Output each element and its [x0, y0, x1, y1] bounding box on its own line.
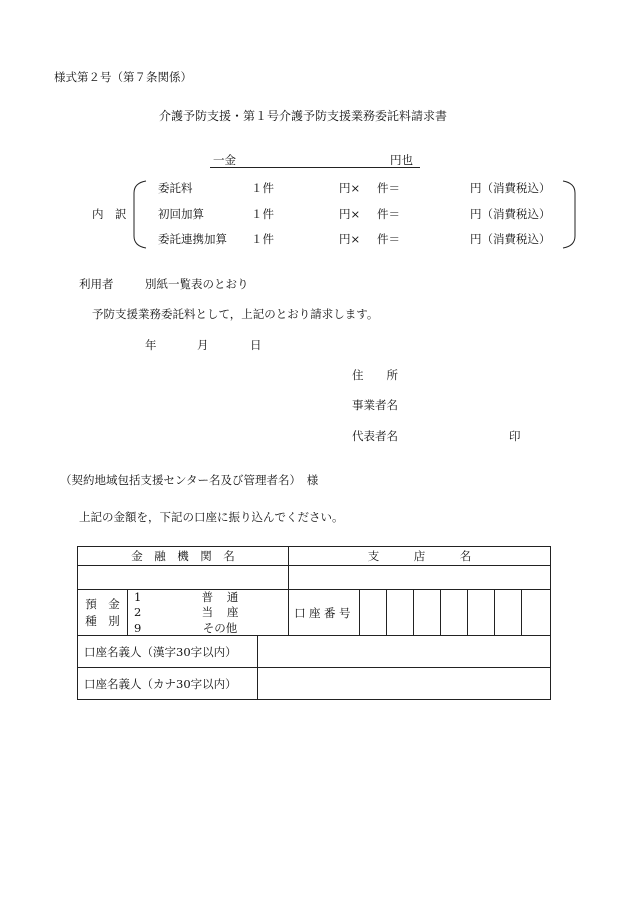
date-month: 月	[197, 338, 209, 352]
breakdown-item-name: 委託料	[158, 181, 193, 195]
deposit-type-text: 当座	[201, 605, 253, 620]
user-label: 利用者	[79, 277, 114, 291]
breakdown-item-count: １件	[251, 181, 274, 195]
breakdown-item-name: 委託連携加算	[158, 232, 227, 246]
breakdown-item-yen: 円×	[339, 181, 361, 195]
breakdown-item-count: １件	[251, 232, 274, 246]
deposit-type-number: 2	[134, 605, 142, 620]
sender-representative-label: 代表者名	[352, 429, 398, 443]
deposit-type-text: 普通	[201, 590, 253, 605]
account-digit-box[interactable]	[441, 590, 468, 636]
deposit-type-options[interactable]	[128, 590, 289, 636]
breakdown-item-ken: 件＝	[377, 207, 400, 221]
sender-address-label: 住 所	[352, 368, 398, 382]
holder-kanji-label: 口座名義人（漢字30字以内）	[78, 636, 258, 668]
date-day: 日	[250, 338, 262, 352]
addressee: （契約地域包括支援センター名及び管理者名） 様	[60, 473, 319, 487]
bank-name-header: 金 融 機 関 名	[78, 547, 289, 566]
breakdown-item-total: 円（消費税込）	[470, 181, 551, 195]
deposit-type-number: 1	[134, 590, 142, 605]
account-digit-box[interactable]	[387, 590, 414, 636]
request-statement: 予防支援業務委託料として，上記のとおり請求します。	[92, 307, 379, 321]
sender-business-label: 事業者名	[352, 398, 398, 412]
holder-kana-label: 口座名義人（カナ30字以内）	[78, 668, 258, 700]
breakdown-item-yen: 円×	[339, 207, 361, 221]
date-year: 年	[145, 338, 157, 352]
bank-name-field[interactable]	[78, 566, 289, 590]
branch-name-field[interactable]	[289, 566, 551, 590]
breakdown-label: 内 訳	[92, 207, 127, 221]
holder-kana-field[interactable]	[258, 668, 551, 700]
breakdown-item-count: １件	[251, 207, 274, 221]
breakdown-item-total: 円（消費税込）	[470, 232, 551, 246]
breakdown-item-name: 初回加算	[158, 207, 204, 221]
breakdown-item-ken: 件＝	[377, 232, 400, 246]
holder-kanji-field[interactable]	[258, 636, 551, 668]
deposit-type-text: その他	[202, 620, 238, 635]
amount-suffix: 円也	[390, 153, 413, 167]
branch-name-header: 支 店 名	[289, 547, 551, 566]
account-digit-box[interactable]	[522, 590, 551, 636]
form-number: 様式第２号（第７条関係）	[54, 70, 192, 84]
transfer-request: 上記の金額を，下記の口座に振り込んでください。	[79, 510, 344, 524]
deposit-type-label-line: 種 別	[85, 613, 120, 628]
user-value: 別紙一覧表のとおり	[145, 277, 249, 291]
account-digit-box[interactable]	[360, 590, 387, 636]
account-digit-box[interactable]	[495, 590, 522, 636]
seal-mark: 印	[509, 429, 521, 443]
account-digit-box[interactable]	[414, 590, 441, 636]
account-digit-box[interactable]	[468, 590, 495, 636]
deposit-type-number: 9	[134, 620, 142, 635]
bank-account-table	[77, 546, 551, 700]
breakdown-item-ken: 件＝	[377, 181, 400, 195]
page-title: 介護予防支援・第１号介護予防支援業務委託料請求書	[159, 109, 448, 123]
account-number-label: 口座番号	[289, 590, 360, 636]
deposit-type-label-line: 預 金	[85, 596, 120, 611]
amount-prefix: 一金	[213, 153, 236, 167]
deposit-type-label	[78, 590, 128, 636]
breakdown-item-yen: 円×	[339, 232, 361, 246]
breakdown-item-total: 円（消費税込）	[470, 207, 551, 221]
